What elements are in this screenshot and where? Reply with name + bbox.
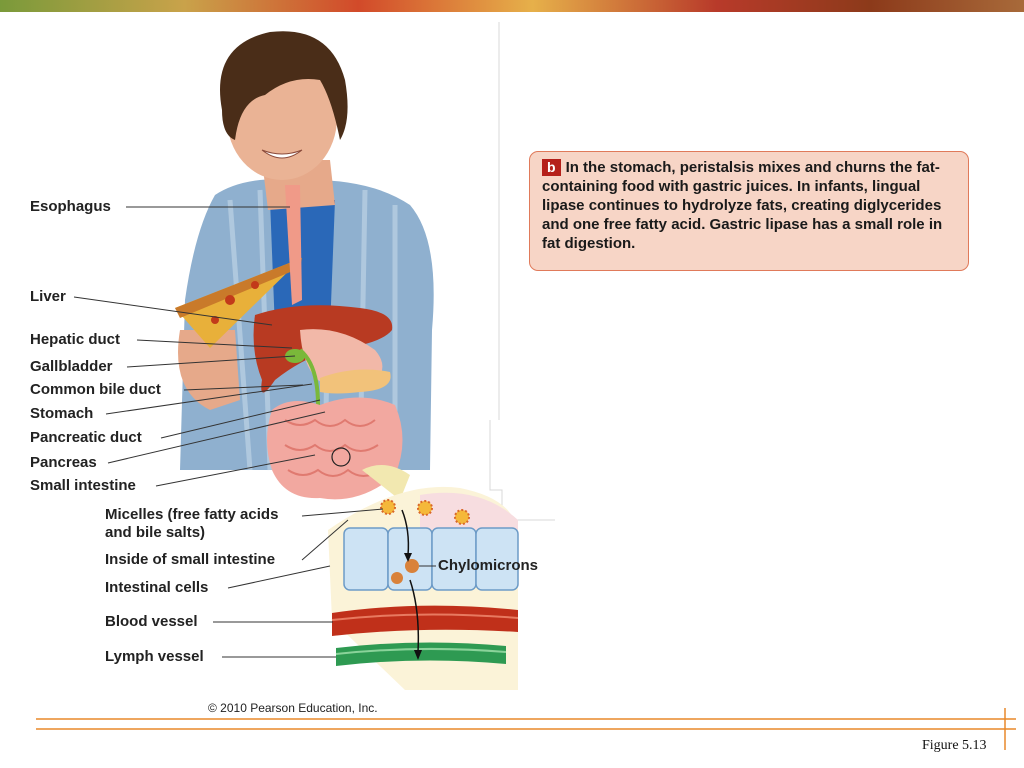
label-hepatic-duct: Hepatic duct	[30, 331, 121, 348]
intestine-magnified-view	[328, 465, 518, 690]
copyright-notice: © 2010 Pearson Education, Inc.	[208, 701, 378, 715]
label-stomach: Stomach	[30, 405, 94, 422]
label-inside-small-intestine: Inside of small intestine	[105, 551, 276, 568]
label-intestinal-cells: Intestinal cells	[105, 579, 209, 596]
label-micelles-line2: and bile salts)	[105, 524, 206, 541]
caption-text: In the stomach, peristalsis mixes and churns the fat-containing food with gastric juices. In infants, lingual lipase continues to hydrolyze fats, creating diglycerides and one free fatty acid. Gastric lipase has a small role in fat digestion.	[542, 159, 943, 252]
caption-badge: b	[542, 159, 561, 176]
label-blood-vessel: Blood vessel	[105, 613, 198, 630]
caption-box	[529, 151, 969, 271]
label-chylomicrons: Chylomicrons	[438, 557, 539, 574]
label-pancreatic-duct: Pancreatic duct	[30, 429, 142, 446]
label-common-bile-duct: Common bile duct	[30, 381, 161, 398]
figure-number: Figure 5.13	[922, 738, 987, 753]
label-micelles-line1: Micelles (free fatty acids	[105, 506, 279, 523]
label-lymph-vessel: Lymph vessel	[105, 648, 204, 665]
label-pancreas: Pancreas	[30, 454, 97, 471]
label-small-intestine: Small intestine	[30, 477, 136, 494]
label-esophagus: Esophagus	[30, 198, 111, 215]
label-gallbladder: Gallbladder	[30, 358, 113, 375]
label-liver: Liver	[30, 288, 66, 305]
